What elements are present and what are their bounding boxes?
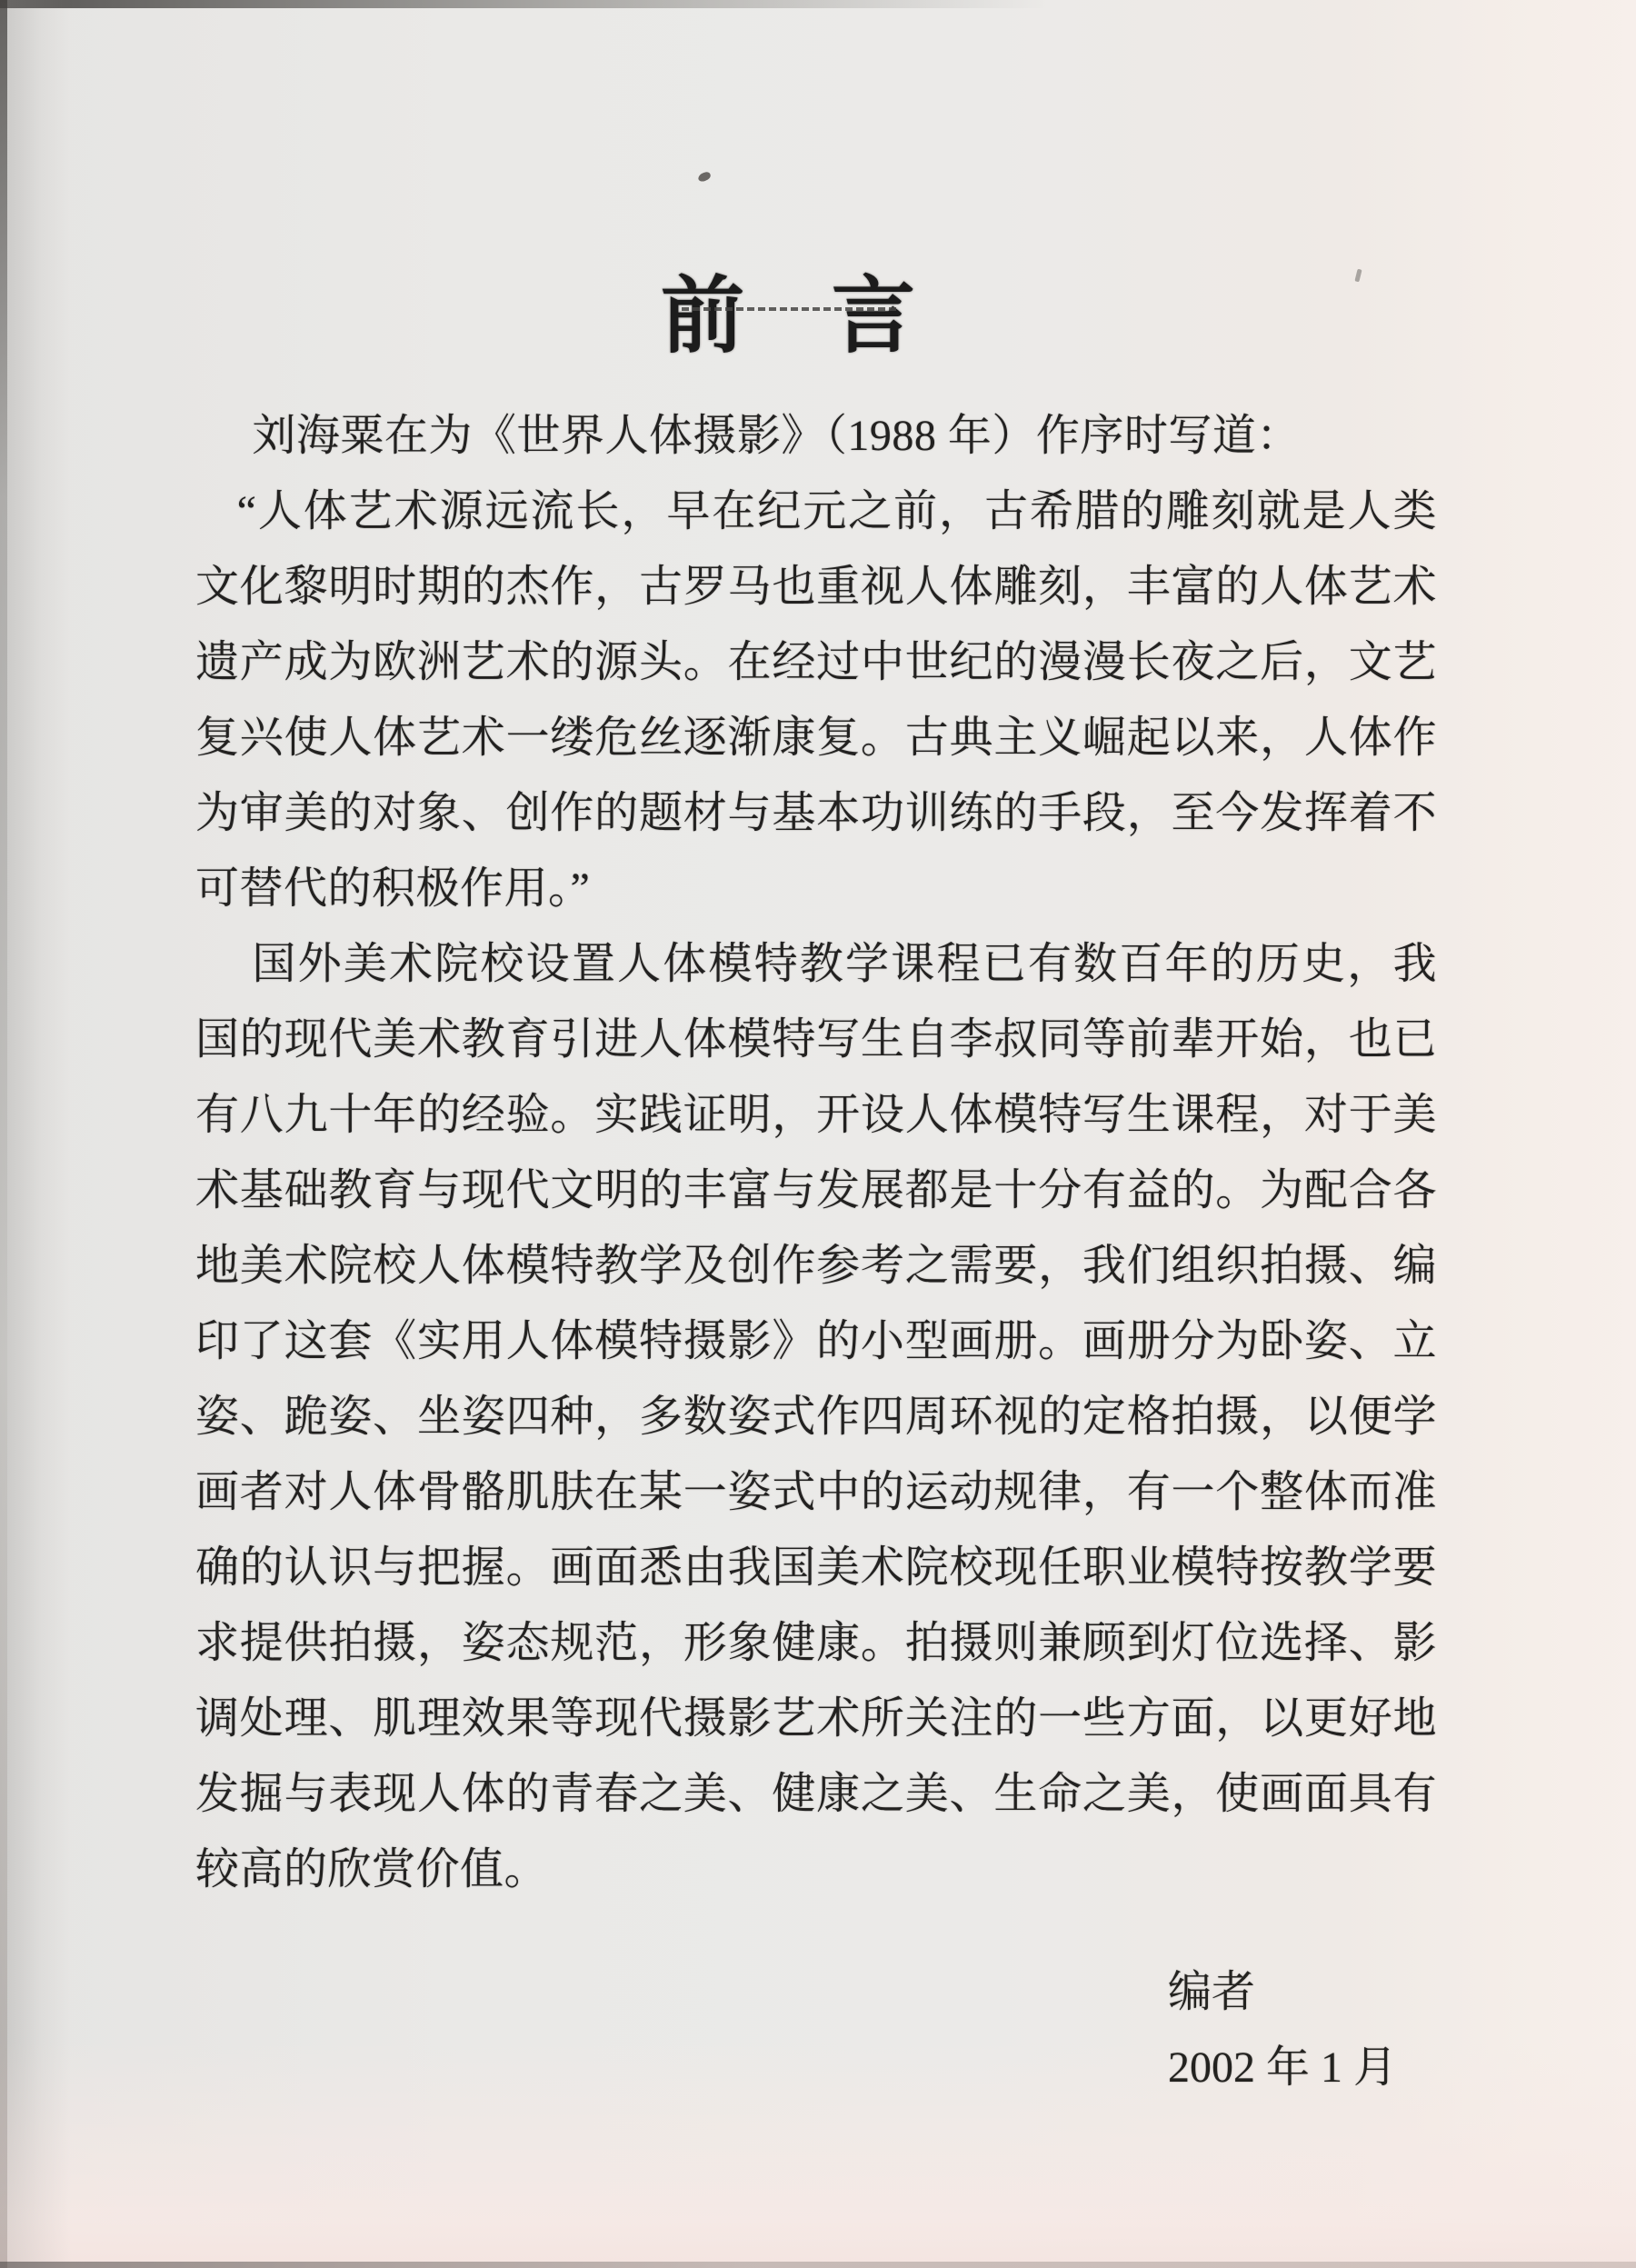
scan-edge-bottom <box>0 2262 1636 2268</box>
signature-author: 编者 <box>1168 1968 1256 2016</box>
page-title: 前 言 <box>660 269 918 363</box>
scan-edge-left-shadow <box>7 0 71 2268</box>
paragraph-intro: 刘海粟在为《世界人体摄影》（1988 年）作序时写道： <box>252 412 1301 460</box>
scan-speck <box>1354 269 1362 283</box>
scan-speck <box>697 171 712 183</box>
title-underline <box>682 307 896 311</box>
signature-block <box>1168 1954 1397 2105</box>
paragraph-quote: “人体艺术源远流长，早在纪元之前，古希腊的雕刻就是人类文化黎明时期的杰作，古罗马也重视人体雕刻，丰富的人体艺术遗产成为欧洲艺术的源头。在经过中世纪的漫漫长夜之后，文艺复兴使人体艺术一缕危丝逐渐康复。古典主义崛起以来，人体作为审美的对象、创作的题材与基本功训练的手段，至今发挥着不可替代的积极作用。” <box>195 487 1437 913</box>
scan-edge-top <box>0 0 1047 8</box>
signature-date: 2002 年 1 月 <box>1168 2043 1398 2092</box>
scan-edge-left <box>0 0 7 2268</box>
paragraph-main: 国外美术院校设置人体模特教学课程已有数百年的历史，我国的现代美术教育引进人体模特写生自李叔同等前辈开始，也已有八九十年的经验。实践证明，开设人体模特写生课程，对于美术基础教育与现代文明的丰富与发展都是十分有益的。为配合各地美术院校人体模特教学及创作参考之需要，我们组织拍摄、编印了这套《实用人体模特摄影》的小型画册。画册分为卧姿、立姿、跪姿、坐姿四种，多数姿式作四周环视的定格拍摄，以便学画者对人体骨骼肌肤在某一姿式中的运动规律，有一个整体而准确的认识与把握。画面悉由我国美术院校现任职业模特按教学要求提供拍摄，姿态规范，形象健康。拍摄则兼顾到灯位选择、影调处理、肌理效果等现代摄影艺术所关注的一些方面，以更好地发掘与表现人体的青春之美、健康之美、生命之美，使画面具有较高的欣赏价值。 <box>195 940 1437 1893</box>
preface-body <box>195 398 1437 1907</box>
